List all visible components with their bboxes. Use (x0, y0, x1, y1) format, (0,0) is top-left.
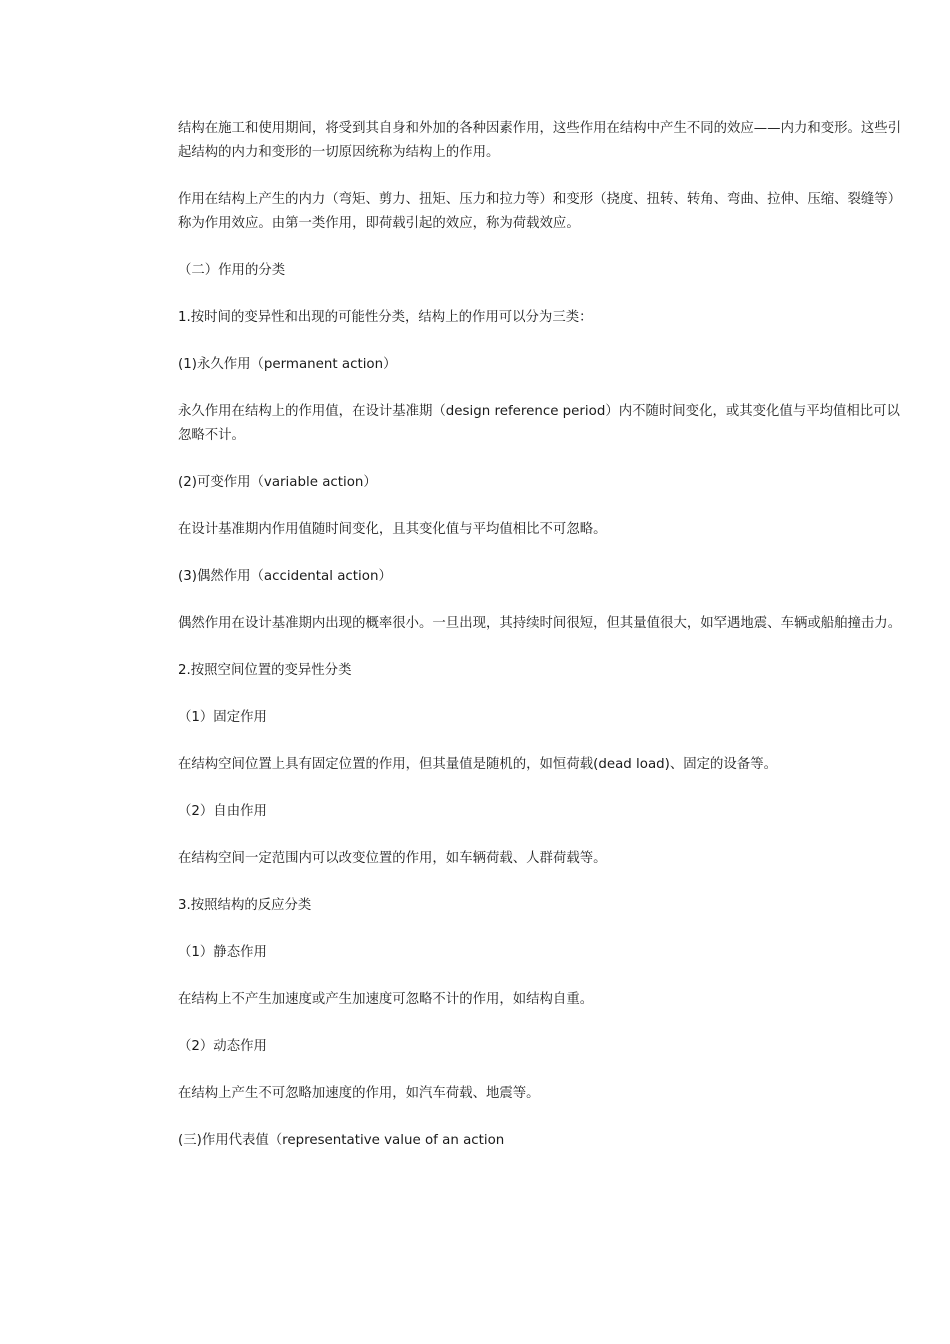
paragraph-dynamic-action: 在结构上产生不可忽略加速度的作用，如汽车荷载、地震等。 (178, 1086, 540, 1101)
item-fixed-action: （1）固定作用 (178, 710, 267, 725)
subheading-by-space: 2.按照空间位置的变异性分类 (178, 663, 352, 678)
item-accidental-action: (3)偶然作用（accidental action） (178, 569, 392, 584)
subheading-by-response: 3.按照结构的反应分类 (178, 898, 312, 913)
paragraph-fixed-action: 在结构空间位置上具有固定位置的作用，但其量值是随机的，如恒荷载(dead load)、固定的设备等。 (178, 757, 777, 772)
item-permanent-action: (1)永久作用（permanent action） (178, 357, 397, 372)
subheading-by-time: 1.按时间的变异性和出现的可能性分类，结构上的作用可以分为三类： (178, 310, 593, 325)
item-variable-action: (2)可变作用（variable action） (178, 475, 377, 490)
paragraph-variable-action: 在设计基准期内作用值随时间变化，且其变化值与平均值相比不可忽略。 (178, 522, 607, 537)
paragraph-action-definition: 结构在施工和使用期间，将受到其自身和外加的各种因素作用，这些作用在结构中产生不同的效应——内力和变形。这些引起结构的内力和变形的一切原因统称为结构上的作用。 (178, 121, 902, 160)
item-static-action: （1）静态作用 (178, 945, 267, 960)
paragraph-free-action: 在结构空间一定范围内可以改变位置的作用，如车辆荷载、人群荷载等。 (178, 851, 607, 866)
paragraph-accidental-action: 偶然作用在设计基准期内出现的概率很小。一旦出现，其持续时间很短，但其量值很大，如罕遇地震、车辆或船舶撞击力。 (178, 616, 902, 631)
item-free-action: （2）自由作用 (178, 804, 267, 819)
paragraph-action-effect: 作用在结构上产生的内力（弯矩、剪力、扭矩、压力和拉力等）和变形（挠度、扭转、转角、弯曲、拉伸、压缩、裂缝等）称为作用效应。由第一类作用，即荷载引起的效应，称为荷载效应。 (178, 192, 902, 231)
document-body (178, 117, 904, 1176)
paragraph-static-action: 在结构上不产生加速度或产生加速度可忽略不计的作用，如结构自重。 (178, 992, 594, 1007)
item-dynamic-action: （2）动态作用 (178, 1039, 267, 1054)
paragraph-permanent-action: 永久作用在结构上的作用值，在设计基准期（design reference period）内不随时间变化，或其变化值与平均值相比可以忽略不计。 (178, 404, 900, 443)
section-heading-classification: （二）作用的分类 (178, 263, 286, 278)
section-heading-representative-value: (三)作用代表值（representative value of an action (178, 1133, 505, 1148)
